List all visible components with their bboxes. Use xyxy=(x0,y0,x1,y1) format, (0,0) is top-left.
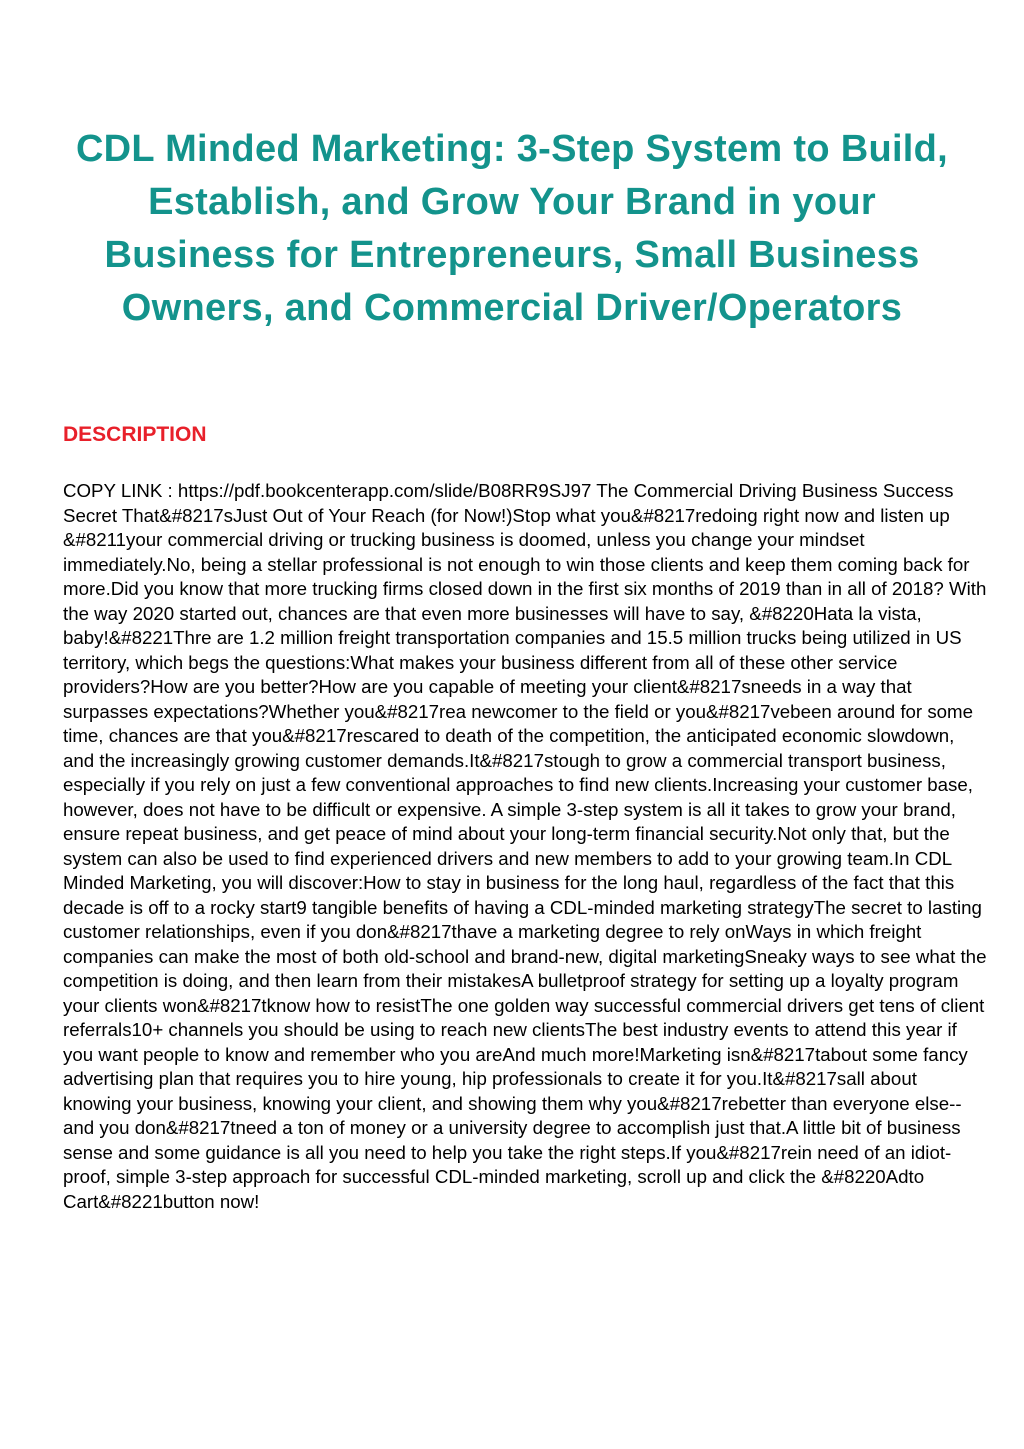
description-heading: DESCRIPTION xyxy=(63,423,207,446)
description-body: COPY LINK : https://pdf.bookcenterapp.com/slide/B08RR9SJ97 The Commercial Driving Business Success Secret That&#8217sJust Out of Your Reach (for Now!)Stop what you&#8217redoing right now and listen up &#8211your commercial driving or trucking business is doomed, unless you change your mindset immediately.No, being a stellar professional is not enough to win those clients and keep them coming back for more.Did you know that more trucking firms closed down in the first six months of 2019 than in all of 2018? With the way 2020 started out, chances are that even more businesses will have to say, &#8220Hata la vista, baby!&#8221Thre are 1.2 million freight transportation companies and 15.5 million trucks being utilized in US territory, which begs the questions:What makes your business different from all of these other service providers?How are you better?How are you capable of meeting your client&#8217sneeds in a way that surpasses expectations?Whether you&#8217rea newcomer to the field or you&#8217vebeen around for some time, chances are that you&#8217rescared to death of the competition, the anticipated economic slowdown, and the increasingly growing customer demands.It&#8217stough to grow a commercial transport business, especially if you rely on just a few conventional approaches to find new clients.Increasing your customer base, however, does not have to be difficult or expensive. A simple 3-step system is all it takes to grow your brand, ensure repeat business, and get peace of mind about your long-term financial security.Not only that, but the system can also be used to find experienced drivers and new members to add to your growing team.In CDL Minded Marketing, you will discover:How to stay in business for the long haul, regardless of the fact that this decade is off to a rocky start9 tangible benefits of having a CDL-minded marketing strategyThe secret to lasting customer relationships, even if you don&#8217thave a marketing degree to rely onWays in which freight companies can make the most of both old-school and brand-new, digital marketingSneaky ways to see what the competition is doing, and then learn from their mistakesA bulletproof strategy for setting up a loyalty program your clients won&#8217tknow how to resistThe one golden way successful commercial drivers get tens of client referrals10+ channels you should be using to reach new clientsThe best industry events to attend this year if you want people to know and remember who you areAnd much more!Marketing isn&#8217tabout some fancy advertising plan that requires you to hire young, hip professionals to create it for you.It&#8217sall about knowing your business, knowing your client, and showing them why you&#8217rebetter than everyone else--and you don&#8217tneed a ton of money or a university degree to accomplish just that.A little bit of business sense and some guidance is all you need to help you take the right steps.If you&#8217rein need of an idiot-proof, simple 3-step approach for successful CDL-minded marketing, scroll up and click the &#8220Adto Cart&#8221button now! xyxy=(63,480,987,1212)
document-title: CDL Minded Marketing: 3-Step System to Build, Establish, and Grow Your Brand in your Business for Entrepreneurs, Small Business Owners, and Commercial Driver/Operators xyxy=(75,128,949,329)
